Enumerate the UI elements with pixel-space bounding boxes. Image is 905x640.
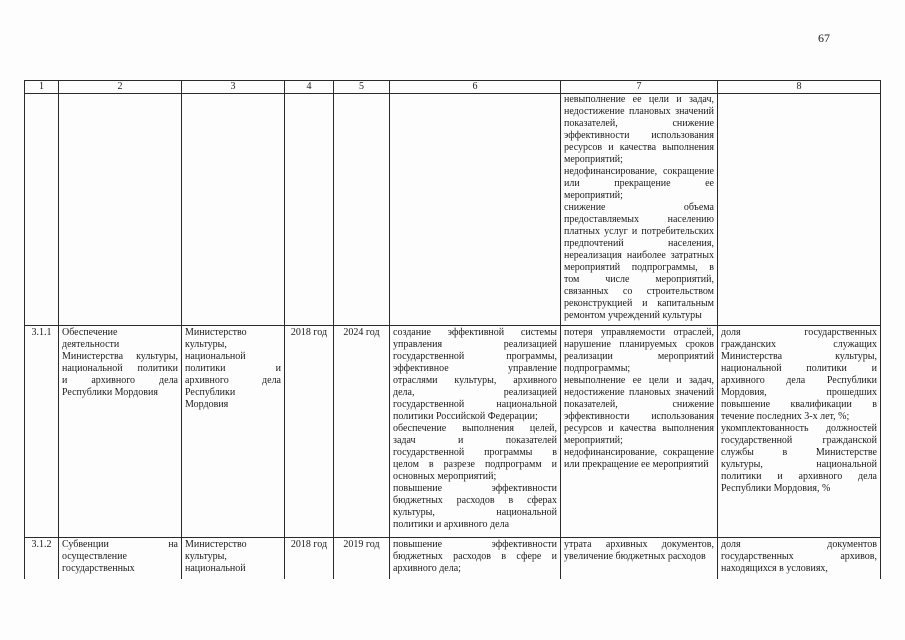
text-line: государственной национальной (393, 399, 557, 410)
text-line: эффективности использования (564, 411, 714, 422)
text-line: Субвенции на (62, 539, 178, 550)
text-line: и архивного дела (62, 375, 178, 386)
text-line: культуры, национальной (393, 507, 557, 518)
text-line: Мордовия (185, 399, 229, 410)
program-activities-table (24, 80, 881, 579)
page-number: 67 (818, 31, 830, 45)
text-line: невыполнение ее цели и задач, (564, 375, 714, 386)
text-line: Республики Мордовия (62, 387, 158, 398)
text-line: Министерство (185, 539, 247, 550)
cell-indicators (718, 326, 881, 538)
table-row (25, 538, 881, 580)
text-line: эффективности использования (564, 130, 714, 141)
text-line: государственной программы, (393, 351, 557, 362)
text-line: Мордовия, прошедших (721, 387, 877, 398)
text-line: национальной (185, 351, 246, 362)
text-line: бюджетных расходов в сфере и (393, 551, 557, 562)
cell-indicators (718, 94, 881, 326)
cell-number: 3.1.1 (25, 326, 59, 538)
text-line: управления реализацией (393, 339, 557, 350)
text-line: государственной гражданской (721, 435, 877, 446)
cell-activity-name (59, 94, 182, 326)
header-row (25, 81, 881, 94)
text-line: нарушение планируемых сроков (564, 339, 714, 350)
column-header: 5 (334, 81, 390, 94)
text-line: государственной программы в (393, 447, 557, 458)
text-line: архивного дела; (393, 563, 461, 574)
text-line: дела, реализацией (393, 387, 557, 398)
cell-expected-result (390, 538, 561, 580)
text-line: мероприятий; (564, 435, 623, 446)
text-line: политики и (185, 363, 281, 374)
text-line: обеспечение выполнения целей, (393, 423, 557, 434)
cell-executor (182, 94, 285, 326)
text-line: том числе мероприятий, (564, 274, 714, 285)
text-line: или прекращение ее (564, 178, 714, 189)
text-line: отраслями культуры, архивного (393, 375, 557, 386)
cell-start-year: 2018 год (285, 538, 334, 580)
cell-end-year: 2019 год (334, 538, 390, 580)
column-header: 4 (285, 81, 334, 94)
text-line: Республики Мордовия, % (721, 483, 831, 494)
cell-end-year: 2024 год (334, 326, 390, 538)
text-line: политики и архивного дела (721, 471, 877, 482)
text-line: доля государственных (721, 327, 877, 338)
text-line: снижение объема (564, 202, 714, 213)
cell-consequences (561, 94, 718, 326)
text-line: реализации мероприятий (564, 351, 714, 362)
cell-activity-name (59, 326, 182, 538)
text-line: увеличение бюджетных расходов (564, 551, 706, 562)
text-line: мероприятий подпрограммы, в (564, 262, 714, 273)
text-line: службы в Министерстве (721, 447, 877, 458)
cell-expected-result (390, 94, 561, 326)
cell-activity-name (59, 538, 182, 580)
text-line: ремонтом учреждений культуры (564, 310, 702, 321)
text-line: подпрограммы; (564, 363, 631, 374)
text-line: находящихся в условиях, (721, 563, 828, 574)
cell-executor (182, 326, 285, 538)
column-header: 2 (59, 81, 182, 94)
text-line: создание эффективной системы (393, 327, 557, 338)
table-container (24, 80, 881, 579)
text-line: недофинансирование, сокращение (564, 166, 714, 177)
text-line: Республики (185, 387, 236, 398)
text-line: национальной политики и (721, 363, 877, 374)
cell-end-year (334, 94, 390, 326)
text-line: потеря управляемости отраслей, (564, 327, 714, 338)
text-line: доля документов (721, 539, 877, 550)
text-line: задач и показателей (393, 435, 557, 446)
text-line: повышение квалификации в (721, 399, 877, 410)
cell-number: 3.1.2 (25, 538, 59, 580)
text-line: невыполнение ее цели и задач, (564, 94, 714, 105)
text-line: утрата архивных документов, (564, 539, 714, 550)
cell-indicators (718, 538, 881, 580)
text-line: деятельности (62, 339, 120, 350)
cell-consequences (561, 326, 718, 538)
text-line: государственных архивов, (721, 551, 877, 562)
text-line: нереализация наиболее затратных (564, 250, 714, 261)
cell-consequences (561, 538, 718, 580)
text-line: Министерства культуры, (721, 351, 877, 362)
text-line: реконструкцией и капитальным (564, 298, 714, 309)
text-line: ресурсов и качества выполнения (564, 142, 714, 153)
text-line: предпочтений населения, (564, 238, 714, 249)
text-line: предоставляемых населению (564, 214, 714, 225)
column-header: 3 (182, 81, 285, 94)
text-line: основных мероприятий; (393, 471, 497, 482)
text-line: национальной (185, 563, 246, 574)
text-line: гражданских служащих (721, 339, 877, 350)
text-line: повышение эффективности (393, 483, 557, 494)
text-line: недостижение плановых значений (564, 387, 714, 398)
text-line: платных услуг и потребительских (564, 226, 714, 237)
text-line: политики и архивного дела (393, 519, 510, 530)
text-line: государственных (62, 563, 135, 574)
column-header: 1 (25, 81, 59, 94)
text-line: целом в разрезе подпрограмм и (393, 459, 557, 470)
text-line: показателей, снижение (564, 399, 714, 410)
text-line: национальной политики (62, 363, 178, 374)
text-line: осуществление (62, 551, 127, 562)
table-row (25, 326, 881, 538)
column-header: 6 (390, 81, 561, 94)
text-line: эффективное управление (393, 363, 557, 374)
cell-executor (182, 538, 285, 580)
text-line: укомплектованность должностей (721, 423, 877, 434)
table-row (25, 94, 881, 326)
text-line: культуры, (185, 551, 227, 562)
cell-expected-result (390, 326, 561, 538)
text-line: Министерство (185, 327, 247, 338)
text-line: связанных со строительством (564, 286, 714, 297)
column-header: 7 (561, 81, 718, 94)
text-line: показателей, снижение (564, 118, 714, 129)
column-header: 8 (718, 81, 881, 94)
text-line: Обеспечение (62, 327, 118, 338)
text-line: повышение эффективности (393, 539, 557, 550)
cell-start-year (285, 94, 334, 326)
text-line: течение последних 3-х лет, %; (721, 411, 850, 422)
text-line: культуры, национальной (721, 459, 877, 470)
text-line: недостижение плановых значений (564, 106, 714, 117)
text-line: архивного дела Республики (721, 375, 877, 386)
text-line: ресурсов и качества выполнения (564, 423, 714, 434)
text-line: архивного дела (185, 375, 281, 386)
text-line: бюджетных расходов в сферах (393, 495, 557, 506)
text-line: политики Российской Федерации; (393, 411, 538, 422)
cell-start-year: 2018 год (285, 326, 334, 538)
cell-number (25, 94, 59, 326)
text-line: Министерства культуры, (62, 351, 178, 362)
text-line: мероприятий; (564, 154, 623, 165)
text-line: мероприятий; (564, 190, 623, 201)
text-line: культуры, (185, 339, 227, 350)
text-line: или прекращение ее мероприятий (564, 459, 709, 470)
text-line: недофинансирование, сокращение (564, 447, 714, 458)
